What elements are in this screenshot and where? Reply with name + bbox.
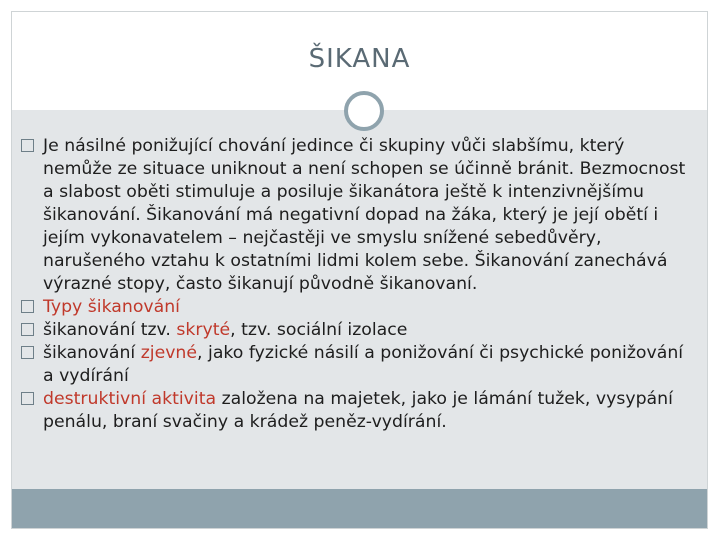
bullet-box-icon [21, 323, 34, 336]
slide-content [21, 135, 691, 434]
bullet-box-icon [21, 139, 34, 152]
type-text-after: , tzv. sociální izolace [230, 320, 408, 340]
type-highlight: destruktivní aktivita [43, 389, 217, 409]
definition-paragraph [21, 135, 691, 296]
type-text-before: šikanování tzv. [43, 320, 177, 340]
title-area [12, 12, 707, 99]
types-heading-item [21, 296, 691, 319]
footer-bar [12, 489, 707, 528]
type-highlight: skryté [176, 320, 231, 340]
bullet-box-icon [21, 300, 34, 313]
type-text-after: založena na majetek, jako je lámání tužek, vysypání penálu, braní svačiny a krádež peněz-vydírání. [43, 389, 673, 432]
slide-title: ŠIKANA [308, 44, 411, 74]
bullet-box-icon [21, 392, 34, 405]
bullet-box-icon [21, 346, 34, 359]
definition-text: Je násilné ponižující chování jedince či skupiny vůči slabšímu, který nemůže ze situace uniknout a není schopen se účinně bránit. Bezmocnost a slabost oběti stimuluje a posiluje šikanátora ještě k intenzivnějšímu šikanování. Šikanování má negativní dopad na žáka, který je její obětí i jejím vykonavatelem – nejčastěji ve smyslu snížené sebedůvěry, narušeného vztahu k ostatními lidmi kolem sebe. Šikanování zanechává výrazné stopy, často šikanují původně šikanovaní. [43, 136, 686, 294]
type-item-open [21, 342, 691, 388]
type-highlight: zjevné [140, 343, 198, 363]
type-item-destructive [21, 388, 691, 434]
type-text-before: šikanování [43, 343, 141, 363]
type-item-hidden [21, 319, 691, 342]
type-text-after: , jako fyzické násilí a ponižování či psychické ponižování a vydírání [43, 343, 684, 386]
circle-ornament-icon [344, 91, 384, 131]
types-heading: Typy šikanování [43, 297, 180, 317]
